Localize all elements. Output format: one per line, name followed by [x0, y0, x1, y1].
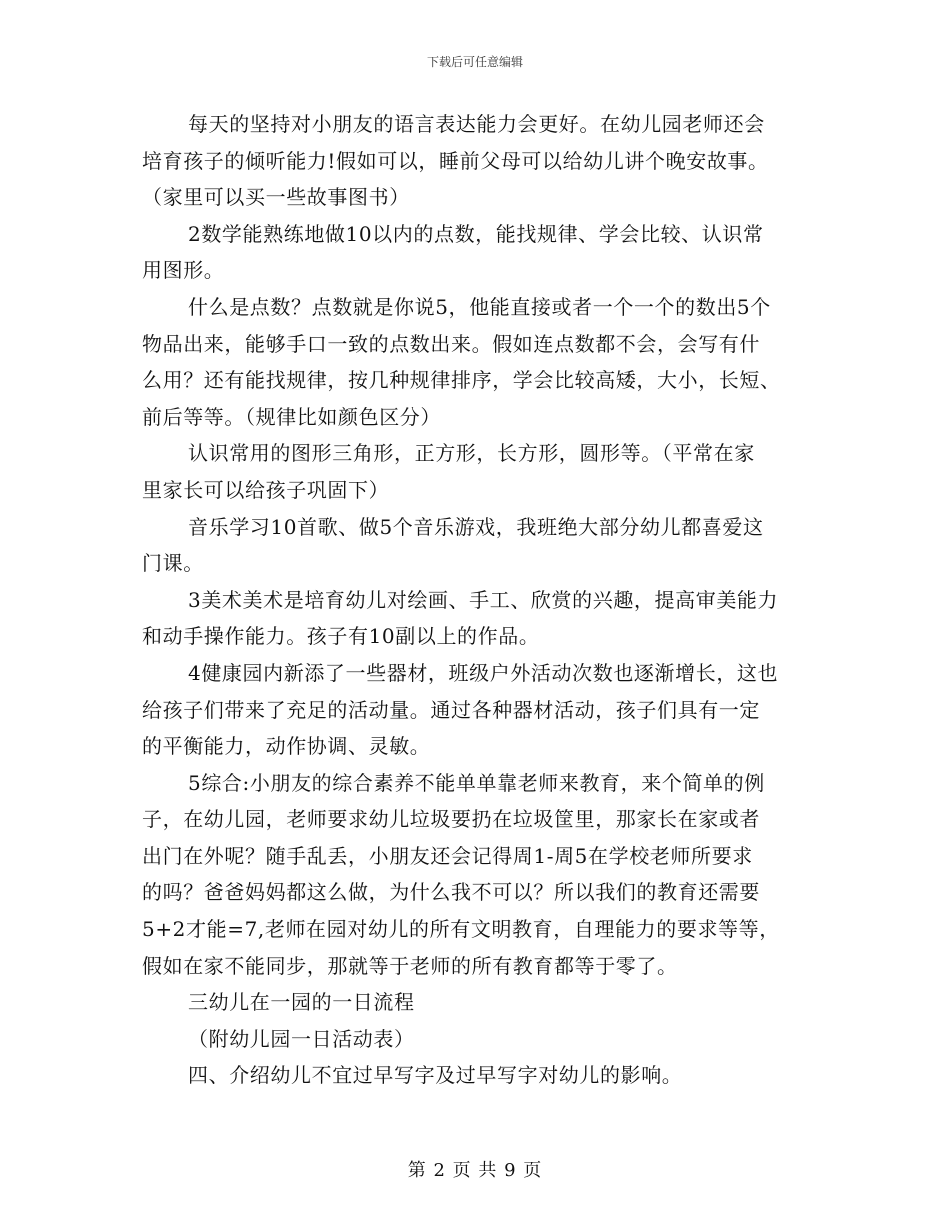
paragraph-line: 给孩子们带来了充足的活动量。通过各种器材活动，孩子们具有一定	[142, 697, 760, 722]
paragraph-line: 前后等等。（规律比如颜色区分）	[142, 404, 441, 429]
paragraph-line: 培育孩子的倾听能力!假如可以，睡前父母可以给幼儿讲个晚安故事。	[142, 148, 769, 173]
paragraph-3	[142, 289, 812, 435]
paragraph-1	[142, 106, 812, 216]
paragraph-line: 5综合:小朋友的综合素养不能单单靠老师来教育，来个简单的例	[188, 770, 765, 795]
paragraph-4	[142, 435, 812, 508]
paragraph-line: 5+2才能=7,老师在园对幼儿的所有文明教育，自理能力的要求等等，	[142, 917, 780, 942]
paragraph-line: 音乐学习10首歌、做5个音乐游戏，我班绝大部分幼儿都喜爱这	[188, 514, 764, 539]
paragraph-8	[142, 765, 812, 985]
page-number: 第 2 页 共 9 页	[407, 1160, 543, 1181]
paragraph-line: 每天的坚持对小朋友的语言表达能力会更好。在幼儿园老师还会	[188, 112, 765, 136]
paragraph-line: 物品出来，能够手口一致的点数出来。假如连点数都不会，会写有什	[142, 331, 760, 356]
paragraph-line: 门课。	[142, 551, 204, 576]
paragraph-line: 的平衡能力，动作协调、灵敏。	[142, 734, 431, 759]
paragraph-line: 4健康园内新添了一些器材，班级户外活动次数也逐渐增长，这也	[188, 660, 779, 685]
paragraph-line: 3美术美术是培育幼儿对绘画、手工、欣赏的兴趣，提高审美能力	[188, 587, 779, 612]
paragraph-line: 么用？还有能找规律，按几种规律排序，学会比较高矮，大小，长短、	[142, 368, 781, 393]
paragraph-line: 什么是点数？点数就是你说5，他能直接或者一个一个的数出5个	[188, 294, 771, 319]
paragraph-line: 和动手操作能力。孩子有10副以上的作品。	[142, 624, 540, 649]
paragraph-line: 三幼儿在一园的一日流程	[188, 990, 415, 1015]
paragraph-line: （附幼儿园一日活动表）	[188, 1026, 415, 1051]
paragraph-6	[142, 582, 812, 655]
paragraph-line: 用图形。	[142, 258, 225, 283]
section-heading-4	[142, 1057, 812, 1094]
paragraph-attachment-note	[142, 1021, 812, 1058]
paragraph-line: 假如在家不能同步，那就等于老师的所有教育都等于零了。	[142, 953, 678, 978]
page-header: 下载后可任意编辑	[426, 55, 523, 69]
document-body	[142, 106, 812, 1094]
paragraph-7	[142, 655, 812, 765]
paragraph-2	[142, 216, 812, 289]
paragraph-line: 里家长可以给孩子巩固下）	[142, 477, 390, 502]
paragraph-line: 四、介绍幼儿不宜过早写字及过早写字对幼儿的影响。	[188, 1063, 683, 1088]
paragraph-line: 子，在幼儿园，老师要求幼儿垃圾要扔在垃圾筐里，那家长在家或者	[142, 807, 760, 832]
paragraph-5	[142, 509, 812, 582]
paragraph-line: 认识常用的图形三角形，正方形，长方形，圆形等。（平常在家	[188, 441, 755, 466]
paragraph-line: 出门在外呢？随手乱丢，小朋友还会记得周1-周5在学校老师所要求	[142, 843, 753, 868]
section-heading-3	[142, 984, 812, 1021]
paragraph-line: （家里可以买一些故事图书）	[142, 185, 410, 210]
paragraph-line: 的吗？爸爸妈妈都这么做，为什么我不可以？所以我们的教育还需要	[142, 880, 760, 905]
paragraph-line: 2数学能熟练地做10以内的点数，能找规律、学会比较、认识常	[188, 221, 764, 246]
